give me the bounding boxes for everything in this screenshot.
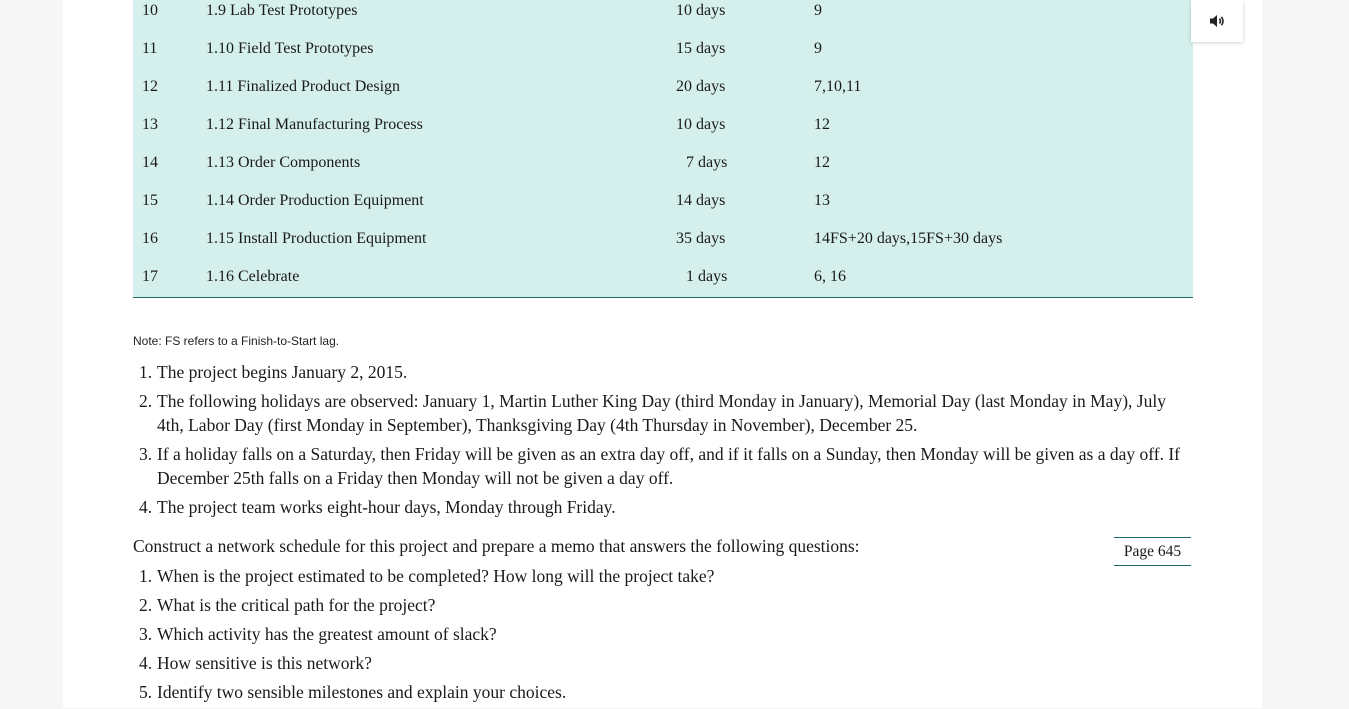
instruction-text: Construct a network schedule for this project and prepare a memo that answers the following questions: — [133, 536, 860, 556]
item-text: What is the critical path for the project? — [157, 595, 436, 615]
cell-duration: 14 days — [676, 192, 726, 209]
cell-predecessors: 9 — [814, 2, 822, 19]
cell-predecessors: 12 — [814, 116, 830, 133]
item-number: 3. — [139, 624, 153, 644]
questions-list — [133, 564, 1195, 709]
cell-task: 1.15 Install Production Equipment — [206, 230, 427, 247]
cell-task: 1.12 Final Manufacturing Process — [206, 116, 423, 133]
item-number: 4. — [139, 653, 153, 673]
item-number: 4. — [139, 497, 153, 517]
table-row — [133, 228, 1193, 266]
table-row — [133, 76, 1193, 114]
speaker-icon — [1209, 14, 1225, 28]
list-item — [133, 593, 1195, 617]
list-item — [133, 389, 1195, 437]
cell-id: 15 — [142, 192, 158, 209]
list-item — [133, 622, 1195, 646]
table-row — [133, 266, 1193, 304]
page-number-marker: Page 645 — [1114, 537, 1191, 566]
item-text: How sensitive is this network? — [157, 653, 372, 673]
cell-duration: 10 days — [676, 2, 726, 19]
item-text: The project begins January 2, 2015. — [157, 362, 408, 382]
item-text: If a holiday falls on a Saturday, then Friday will be given as an extra day off, and if it falls on a Sunday, then Monday will be given as a day off. If December 25th falls on a Friday then Monday will not be given a day off. — [157, 444, 1180, 488]
cell-duration: 10 days — [676, 116, 726, 133]
table-row — [133, 152, 1193, 190]
cell-duration: 20 days — [676, 78, 726, 95]
table-row — [133, 0, 1193, 38]
table-row — [133, 114, 1193, 152]
cell-duration: 1 days — [686, 268, 728, 285]
cell-task: 1.14 Order Production Equipment — [206, 192, 424, 209]
cell-id: 14 — [142, 154, 158, 171]
cell-predecessors: 6, 16 — [814, 268, 846, 285]
list-item — [133, 680, 1195, 704]
cell-task: 1.11 Finalized Product Design — [206, 78, 401, 95]
cell-predecessors: 9 — [814, 40, 822, 57]
cell-task: 1.13 Order Components — [206, 154, 361, 171]
list-item — [133, 651, 1195, 675]
item-number: 1. — [139, 566, 153, 586]
cell-id: 11 — [142, 40, 158, 57]
assumptions-list — [133, 360, 1195, 524]
activity-table — [133, 0, 1193, 298]
cell-task: 1.9 Lab Test Prototypes — [206, 2, 358, 19]
cell-task: 1.10 Field Test Prototypes — [206, 40, 374, 57]
table-note: Note: FS refers to a Finish-to-Start lag. — [133, 334, 340, 348]
item-text: Which activity has the greatest amount of slack? — [157, 624, 497, 644]
cell-id: 17 — [142, 268, 158, 285]
cell-predecessors: 14FS+20 days,15FS+30 days — [814, 230, 1003, 247]
item-text: The project team works eight-hour days, Monday through Friday. — [157, 497, 616, 517]
cell-task: 1.16 Celebrate — [206, 268, 300, 285]
list-item — [133, 495, 1195, 519]
table-row — [133, 38, 1193, 76]
cell-id: 10 — [142, 2, 158, 19]
item-number: 2. — [139, 595, 153, 615]
item-number: 1. — [139, 362, 153, 382]
audio-button[interactable] — [1191, 0, 1243, 42]
cell-duration: 7 days — [686, 154, 728, 171]
cell-id: 16 — [142, 230, 158, 247]
item-text: The following holidays are observed: January 1, Martin Luther King Day (third Monday in January), Memorial Day (last Monday in May), July 4th, Labor Day (first Monday in September), Thanksgiving Day (4th Thursday in November), December 25. — [157, 391, 1166, 435]
cell-id: 12 — [142, 78, 158, 95]
cell-id: 13 — [142, 116, 158, 133]
page-content — [63, 0, 1262, 708]
cell-predecessors: 12 — [814, 154, 830, 171]
item-number: 3. — [139, 444, 153, 464]
list-item — [133, 564, 1195, 588]
list-item — [133, 442, 1195, 490]
item-text: When is the project estimated to be completed? How long will the project take? — [157, 566, 715, 586]
cell-duration: 35 days — [676, 230, 726, 247]
item-number: 2. — [139, 391, 153, 411]
cell-duration: 15 days — [676, 40, 726, 57]
item-text: Identify two sensible milestones and explain your choices. — [157, 682, 567, 702]
cell-predecessors: 13 — [814, 192, 830, 209]
item-number: 5. — [139, 682, 153, 702]
cell-predecessors: 7,10,11 — [814, 78, 862, 95]
list-item — [133, 360, 1195, 384]
table-row — [133, 190, 1193, 228]
